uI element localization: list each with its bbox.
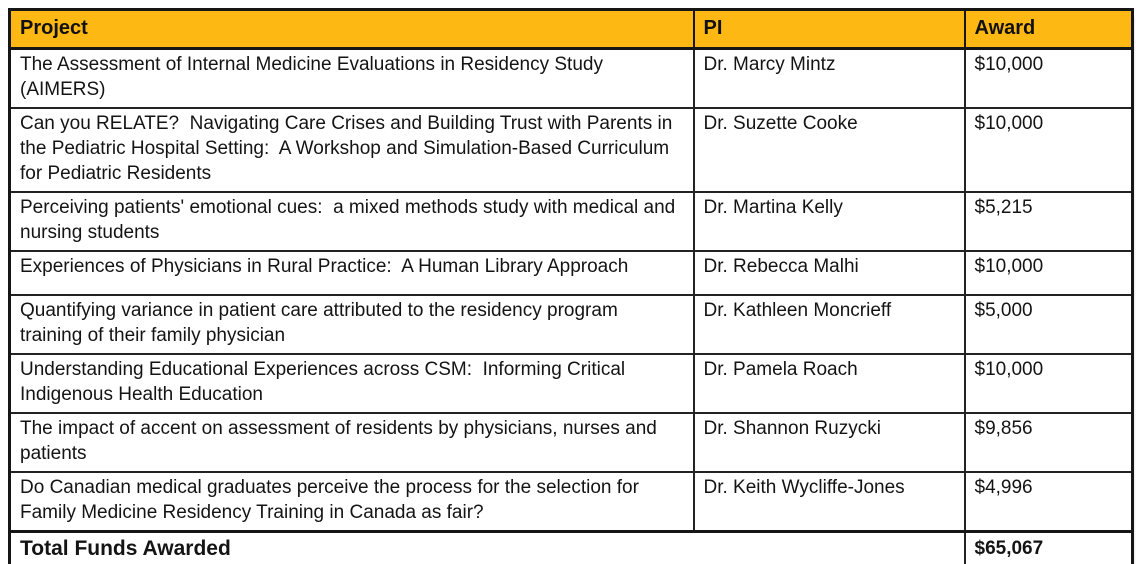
total-row <box>10 532 1133 564</box>
table-footer <box>10 532 1133 564</box>
award-cell: $10,000 <box>965 49 1133 109</box>
project-cell: Understanding Educational Experiences across CSM: Informing Critical Indigenous Health Education <box>10 354 694 413</box>
pi-cell: Dr. Keith Wycliffe-Jones <box>694 472 965 532</box>
table-body <box>10 49 1133 532</box>
table-row <box>10 413 1133 472</box>
award-cell: $4,996 <box>965 472 1133 532</box>
total-label: Total Funds Awarded <box>10 532 965 564</box>
table-row <box>10 354 1133 413</box>
table-row <box>10 49 1133 109</box>
award-cell: $5,215 <box>965 192 1133 251</box>
document-page <box>0 8 1140 564</box>
award-cell: $9,856 <box>965 413 1133 472</box>
pi-cell: Dr. Kathleen Moncrieff <box>694 295 965 354</box>
award-cell: $5,000 <box>965 295 1133 354</box>
pi-cell: Dr. Martina Kelly <box>694 192 965 251</box>
project-cell: Quantifying variance in patient care attributed to the residency program training of their family physician <box>10 295 694 354</box>
table-row <box>10 472 1133 532</box>
pi-cell: Dr. Shannon Ruzycki <box>694 413 965 472</box>
awards-table <box>8 8 1134 564</box>
project-cell: The Assessment of Internal Medicine Evaluations in Residency Study (AIMERS) <box>10 49 694 109</box>
project-cell: The impact of accent on assessment of residents by physicians, nurses and patients <box>10 413 694 472</box>
column-header-project: Project <box>10 10 694 49</box>
project-cell: Experiences of Physicians in Rural Practice: A Human Library Approach <box>10 251 694 295</box>
table-row <box>10 295 1133 354</box>
pi-cell: Dr. Suzette Cooke <box>694 108 965 192</box>
column-header-pi: PI <box>694 10 965 49</box>
header-row <box>10 10 1133 49</box>
table-row <box>10 251 1133 295</box>
pi-cell: Dr. Marcy Mintz <box>694 49 965 109</box>
pi-cell: Dr. Rebecca Malhi <box>694 251 965 295</box>
project-cell: Do Canadian medical graduates perceive the process for the selection for Family Medicine Residency Training in Canada as fair? <box>10 472 694 532</box>
column-header-award: Award <box>965 10 1133 49</box>
table-header <box>10 10 1133 49</box>
project-cell: Perceiving patients' emotional cues: a mixed methods study with medical and nursing students <box>10 192 694 251</box>
award-cell: $10,000 <box>965 354 1133 413</box>
total-award-value: $65,067 <box>965 532 1133 564</box>
pi-cell: Dr. Pamela Roach <box>694 354 965 413</box>
table-row <box>10 192 1133 251</box>
award-cell: $10,000 <box>965 108 1133 192</box>
award-cell: $10,000 <box>965 251 1133 295</box>
table-row <box>10 108 1133 192</box>
project-cell: Can you RELATE? Navigating Care Crises and Building Trust with Parents in the Pediatric Hospital Setting: A Workshop and Simulation-Based Curriculum for Pediatric Residents <box>10 108 694 192</box>
